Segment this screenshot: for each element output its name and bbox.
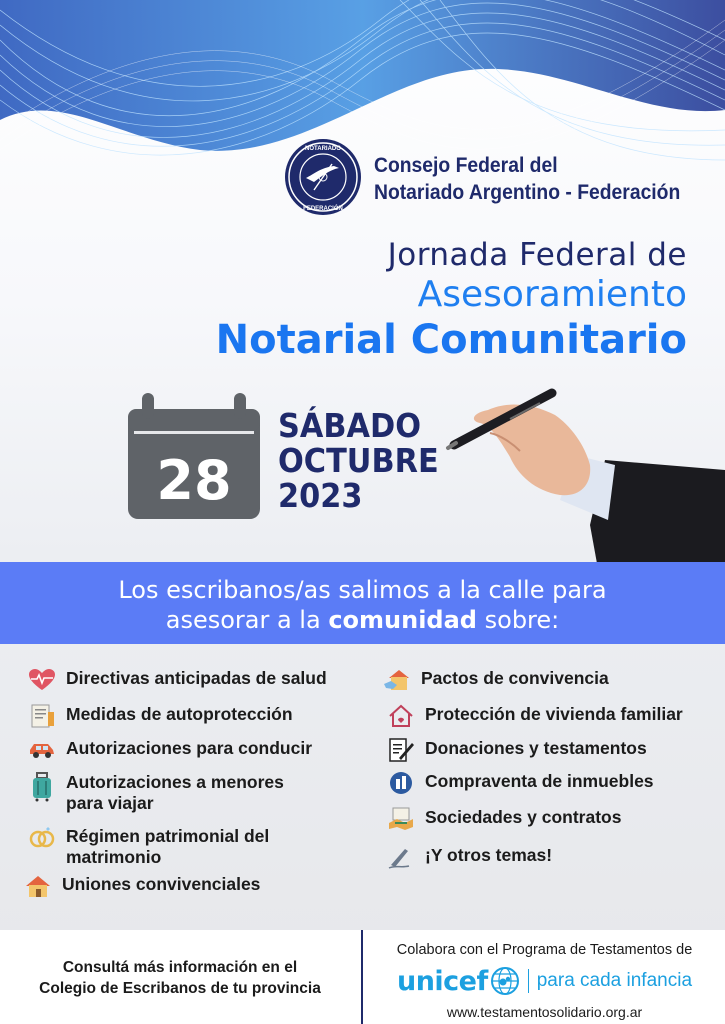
topic-item — [28, 772, 284, 814]
pen-icon — [387, 845, 415, 869]
topic-label: Donaciones y testamentos — [425, 738, 647, 758]
house-icon — [24, 874, 52, 898]
calendar-day: 28 — [156, 449, 232, 512]
document-pen-icon — [387, 738, 415, 762]
handshake-icon — [387, 807, 415, 831]
topic-item — [387, 807, 621, 831]
topic-label-line1: Autorizaciones a menores — [66, 772, 284, 792]
footer-info-line1: Consultá más información en el — [62, 959, 298, 976]
banner-line2-pre: asesorar a la — [165, 606, 329, 634]
footer-divider — [361, 930, 363, 1024]
document-icon — [28, 704, 56, 728]
house-handshake-icon — [383, 668, 411, 692]
topic-label: Pactos de convivencia — [421, 668, 609, 688]
topic-item — [383, 668, 609, 692]
topic-item — [28, 704, 293, 728]
topic-item — [28, 826, 269, 868]
topic-label: Uniones convivenciales — [62, 874, 261, 894]
topic-label — [66, 826, 269, 868]
org-header — [284, 138, 714, 218]
topics-list — [0, 660, 725, 920]
topic-item — [387, 738, 647, 762]
footer — [0, 930, 725, 1024]
banner-line2 — [0, 605, 725, 635]
topic-label: Medidas de autoprotección — [66, 704, 293, 724]
svg-text:NOTARIADO: NOTARIADO — [305, 146, 341, 152]
org-name-line1: Consejo Federal del — [374, 154, 558, 177]
title-line1: Jornada Federal de — [387, 237, 687, 273]
heart-pulse-icon — [28, 668, 56, 692]
website-url[interactable]: www.testamentosolidario.org.ar — [446, 1004, 643, 1020]
banner-line1: Los escribanos/as salimos a la calle para — [118, 576, 607, 604]
event-title — [216, 236, 687, 364]
title-line3: Notarial Comunitario — [215, 317, 687, 363]
topic-item — [387, 771, 654, 795]
topic-label: Autorizaciones para conducir — [66, 738, 313, 758]
topic-label: Directivas anticipadas de salud — [66, 668, 327, 688]
footer-info — [20, 957, 340, 999]
footer-sponsor — [372, 942, 717, 1020]
unicef-tagline: para cada infancia — [536, 970, 693, 991]
topic-label: Protección de vivienda familiar — [425, 704, 683, 724]
topic-item — [28, 738, 312, 762]
org-name — [374, 152, 680, 206]
topic-label: Compraventa de inmuebles — [425, 771, 654, 791]
topic-item — [28, 668, 327, 692]
collab-text: Colabora con el Programa de Testamentos de — [396, 942, 693, 958]
suitcase-icon — [28, 772, 56, 802]
rings-icon — [28, 826, 56, 850]
notary-seal-icon — [284, 138, 362, 216]
calendar-icon — [128, 393, 260, 519]
topic-label: ¡Y otros temas! — [425, 845, 553, 865]
date-month: OCTUBRE — [278, 441, 439, 480]
building-icon — [387, 771, 415, 795]
unicef-separator — [528, 969, 529, 993]
info-banner — [0, 562, 725, 644]
topic-label: Sociedades y contratos — [425, 807, 622, 827]
car-icon — [28, 738, 56, 762]
topic-label-line2: matrimonio — [66, 847, 162, 867]
org-name-line2: Notariado Argentino - Federación — [374, 181, 681, 204]
hand-writing-illustration — [440, 385, 725, 580]
topic-label-line1: Régimen patrimonial del — [66, 826, 270, 846]
banner-line2-bold: comunidad — [328, 606, 477, 634]
svg-text:FEDERACIÓN: FEDERACIÓN — [303, 206, 343, 212]
footer-info-line2: Colegio de Escribanos de tu provincia — [39, 980, 321, 997]
topic-item — [24, 874, 260, 898]
topic-label — [66, 772, 284, 814]
house-outline-icon — [387, 704, 415, 728]
title-line2: Asesoramiento — [417, 274, 687, 315]
topic-item — [387, 845, 552, 869]
banner-line2-post: sobre: — [477, 606, 560, 634]
unicef-wordmark: unicef — [396, 965, 488, 997]
event-date — [278, 408, 439, 513]
date-weekday: SÁBADO — [278, 406, 422, 445]
topic-item — [387, 704, 683, 728]
unicef-logo — [372, 964, 717, 998]
topic-label-line2: para viajar — [66, 793, 154, 813]
date-year: 2023 — [278, 476, 363, 515]
unicef-globe-icon — [490, 966, 520, 996]
